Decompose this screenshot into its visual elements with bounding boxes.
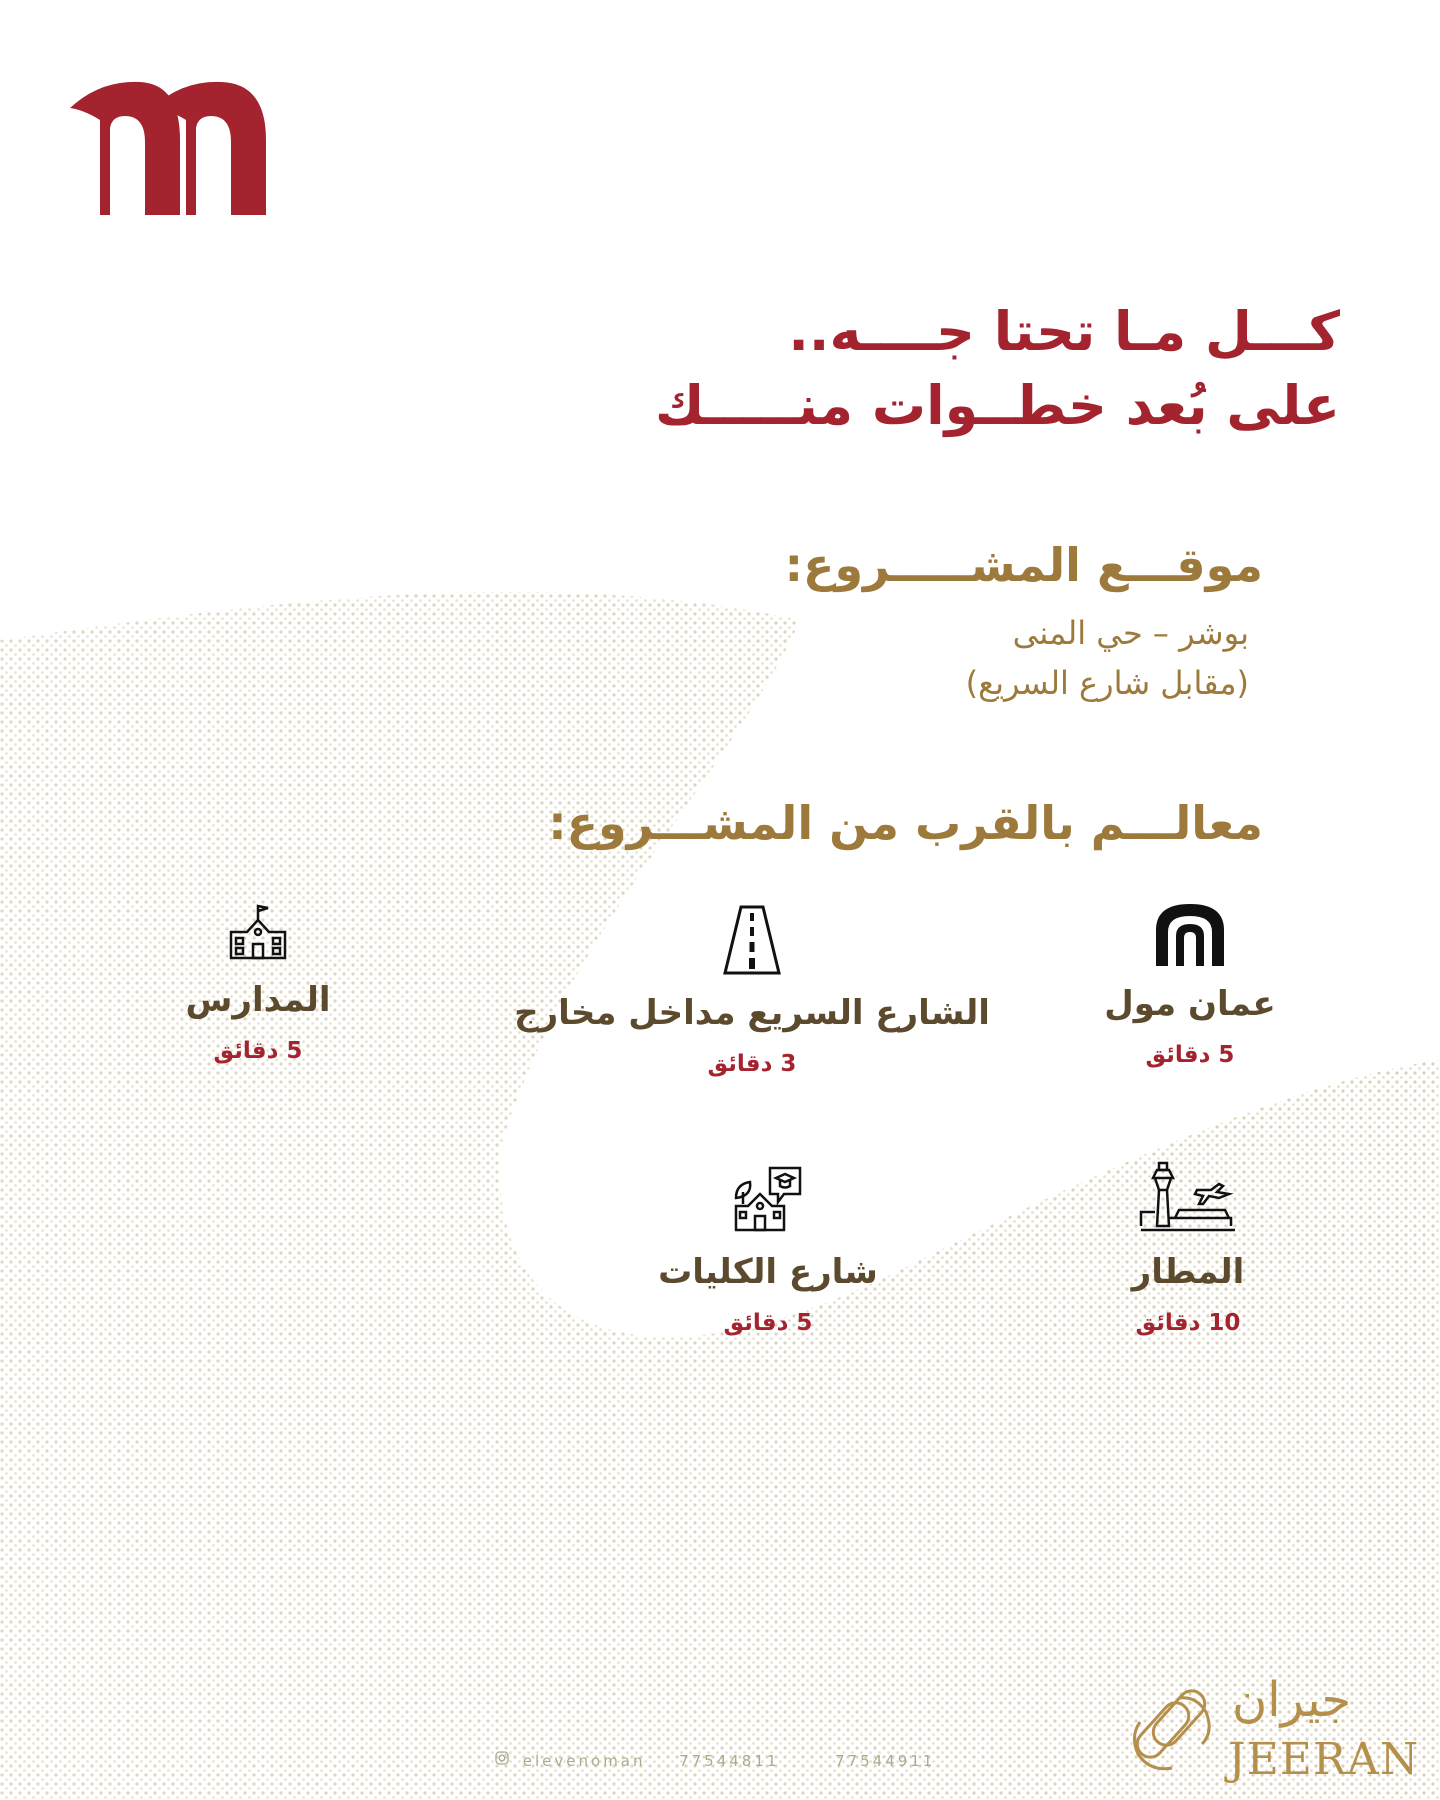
landmark-schools — [0, 902, 518, 1064]
college-building-icon — [732, 1164, 804, 1234]
highway-road-icon — [723, 905, 781, 975]
location-title: موقـــع المشـــــروع: — [784, 538, 1263, 592]
phone-number-1[interactable]: 77544811 — [679, 1751, 780, 1770]
location-line-1: بوشر – حي المنى — [1012, 614, 1249, 652]
school-building-icon — [227, 902, 289, 962]
headline-line-2: على بُعد خطــوات منـــــك — [654, 374, 1340, 437]
jeeran-logo-icon — [1122, 1676, 1220, 1776]
headline-line-1: كـــل مـا تحتا جــــه.. — [788, 300, 1340, 363]
phone-number-2[interactable]: 77544911 — [835, 1751, 936, 1770]
instagram-handle[interactable]: elevenoman — [522, 1751, 646, 1770]
landmark-highway — [492, 905, 1012, 1077]
mall-arch-icon — [1152, 900, 1228, 966]
developer-name-english: JEERAN — [1228, 1734, 1420, 1785]
landmark-time: 5 دقائق — [1145, 1042, 1235, 1068]
landmark-time: 5 دقائق — [723, 1310, 813, 1336]
landmark-colleges-street — [508, 1164, 1028, 1336]
footer-contact — [495, 1751, 935, 1770]
landmark-time: 10 دقائق — [1135, 1310, 1241, 1336]
landmarks-title: معالـــم بالقرب من المشـــروع: — [548, 796, 1263, 850]
landmark-label: عمان مول — [1104, 984, 1276, 1024]
developer-name-arabic: جيران — [1232, 1672, 1352, 1728]
landmark-time: 3 دقائق — [707, 1051, 797, 1077]
instagram-icon — [495, 1751, 509, 1765]
landmark-label: المدارس — [185, 980, 331, 1020]
headline — [655, 295, 1340, 443]
landmark-label: الشارع السريع مداخل مخارج — [514, 993, 990, 1033]
landmark-label: شارع الكليات — [658, 1252, 878, 1292]
location-line-2: (مقابل شارع السريع) — [965, 664, 1249, 702]
eleven-logo — [70, 80, 270, 215]
airport-tower-icon — [1139, 1160, 1237, 1234]
landmark-label: المطار — [1131, 1252, 1245, 1292]
landmark-time: 5 دقائق — [213, 1038, 303, 1064]
